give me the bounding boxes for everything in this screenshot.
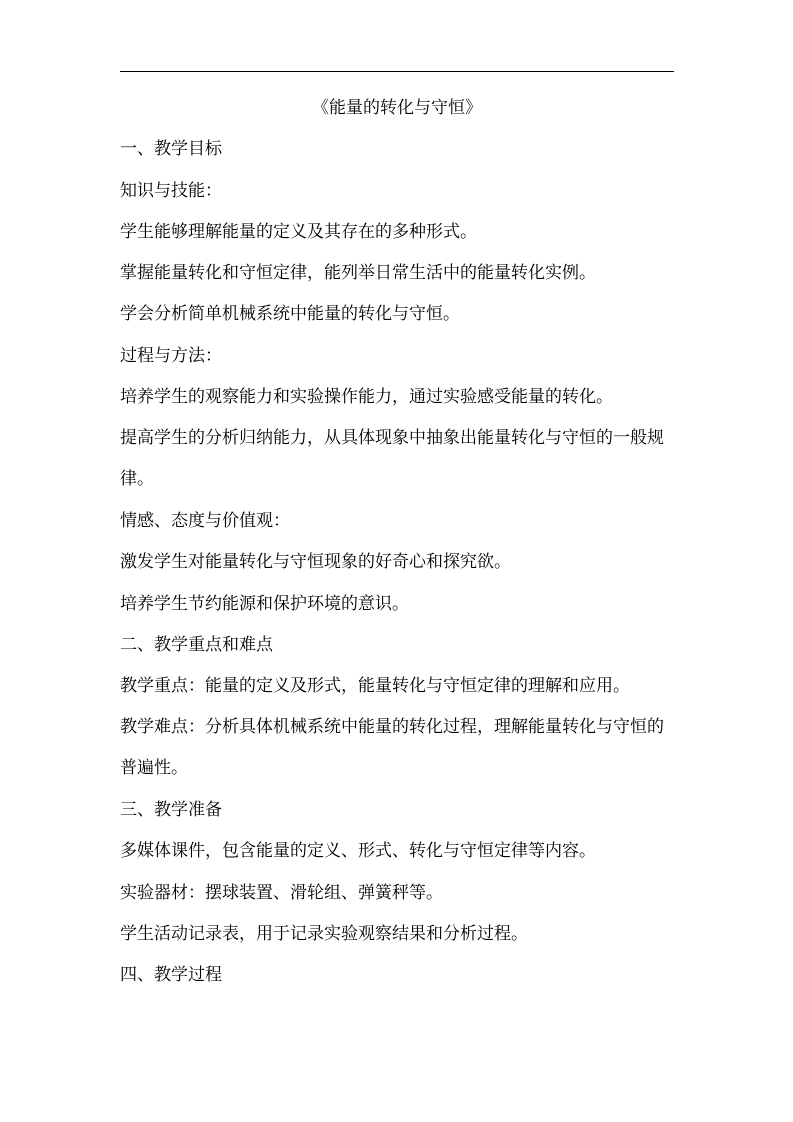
paragraph: 教学重点：能量的定义及形式，能量转化与守恒定律的理解和应用。: [120, 676, 630, 697]
paragraph: 学生能够理解能量的定义及其存在的多种形式。: [120, 221, 477, 242]
document-title: 《能量的转化与守恒》: [312, 98, 482, 118]
paragraph: 学会分析简单机械系统中能量的转化与守恒。: [120, 304, 460, 325]
document-body: [120, 98, 674, 1007]
section-heading-preparation: 三、教学准备: [120, 800, 222, 821]
paragraph: 提高学生的分析归纳能力，从具体现象中抽象出能量转化与守恒的一般规律。: [120, 427, 664, 490]
paragraph: 激发学生对能量转化与守恒现象的好奇心和探究欲。: [120, 552, 511, 573]
paragraph: 多媒体课件，包含能量的定义、形式、转化与守恒定律等内容。: [120, 841, 596, 862]
paragraph: 掌握能量转化和守恒定律，能列举日常生活中的能量转化实例。: [120, 263, 596, 284]
paragraph: 学生活动记录表，用于记录实验观察结果和分析过程。: [120, 923, 528, 944]
section-heading-objectives: 一、教学目标: [120, 139, 222, 160]
subheading-emotion-values: 情感、态度与价值观：: [120, 510, 290, 531]
paragraph: 实验器材：摆球装置、滑轮组、弹簧秤等。: [120, 882, 443, 903]
paragraph: 培养学生节约能源和保护环境的意识。: [120, 593, 409, 614]
paragraph: 培养学生的观察能力和实验操作能力，通过实验感受能量的转化。: [120, 387, 613, 408]
subheading-process-methods: 过程与方法：: [120, 345, 222, 366]
paragraph: 教学难点：分析具体机械系统中能量的转化过程，理解能量转化与守恒的普遍性。: [120, 716, 664, 779]
subheading-knowledge-skills: 知识与技能：: [120, 180, 222, 201]
section-heading-process: 四、教学过程: [120, 965, 222, 986]
section-heading-key-points: 二、教学重点和难点: [120, 634, 273, 655]
header-rule: [120, 71, 674, 72]
